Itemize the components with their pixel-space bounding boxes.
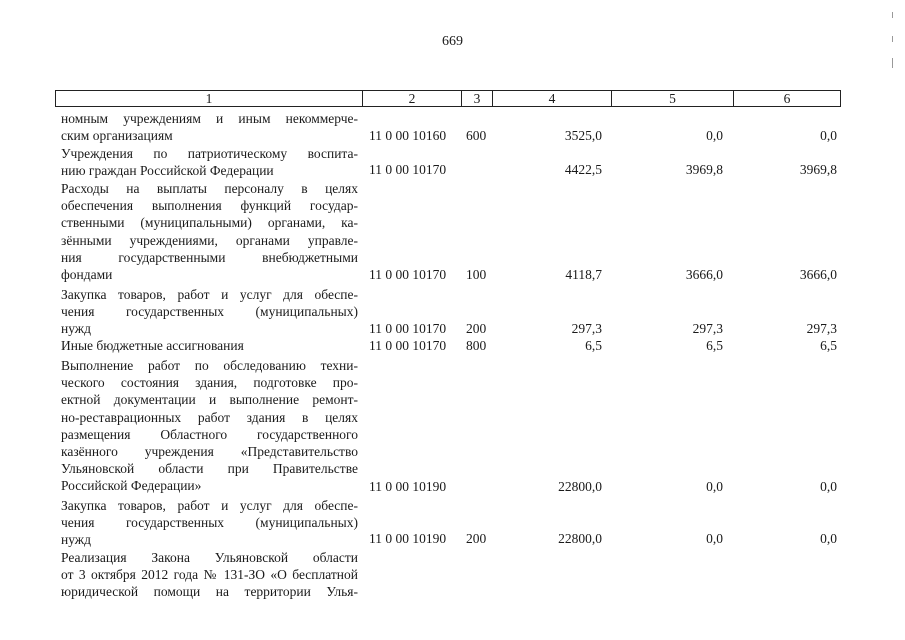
column-header-row — [56, 91, 841, 107]
amount-col-5: 0,0 — [706, 479, 723, 494]
table-row-description — [61, 357, 358, 495]
column-header-4: 4 — [493, 91, 612, 107]
column-header-2: 2 — [363, 91, 462, 107]
description-line: Выполнение работ по обследованию техни- — [61, 358, 358, 373]
description-line: чения государственных (муниципальных) — [61, 515, 358, 531]
description-line: Учреждения по патриотическому воспита- — [61, 146, 358, 161]
description-line: ственными (муниципальными) органами, ка- — [61, 215, 358, 231]
scan-mark — [892, 36, 893, 42]
amount-col-4: 297,3 — [571, 321, 602, 336]
amount-col-6: 0,0 — [820, 128, 837, 143]
amount-col-6: 3969,8 — [799, 162, 837, 177]
budget-code: 11 0 00 10170 — [369, 321, 447, 336]
amount-col-4: 22800,0 — [558, 479, 602, 494]
description-line: ским организациям — [61, 128, 173, 144]
description-line: нужд — [61, 532, 91, 548]
amount-col-5: 297,3 — [692, 321, 723, 336]
amount-col-5: 3969,8 — [685, 162, 723, 177]
description-line: ния государственными внебюджетными — [61, 249, 358, 265]
description-line: Закупка товаров, работ и услуг для обеспе- — [61, 498, 358, 513]
description-line: чения государственных (муниципальных) — [61, 304, 358, 320]
expense-type: 100 — [466, 267, 487, 282]
description-line: ектной документации и выполнение ремонт- — [61, 392, 358, 408]
description-line: размещения Областного государственного — [61, 426, 358, 442]
amount-col-6: 6,5 — [820, 338, 837, 353]
description-line: зёнными учреждениями, органами управле- — [61, 232, 358, 248]
table-row-description — [61, 145, 358, 179]
description-line: нию граждан Российской Федерации — [61, 163, 274, 179]
description-line: номным учреждениям и иным некоммерче- — [61, 111, 358, 126]
table-row-description — [61, 110, 358, 144]
scan-mark — [892, 12, 893, 18]
budget-code: 11 0 00 10170 — [369, 267, 447, 282]
budget-code: 11 0 00 10170 — [369, 162, 447, 177]
expense-type: 600 — [466, 128, 487, 143]
table-row-description — [61, 497, 358, 549]
column-header-3: 3 — [462, 91, 493, 107]
column-header-5: 5 — [612, 91, 734, 107]
amount-col-4: 22800,0 — [558, 531, 602, 546]
description-line: но-реставрационных работ здания в целях — [61, 409, 358, 425]
budget-code: 11 0 00 10190 — [369, 479, 447, 494]
description-line: Закупка товаров, работ и услуг для обеспе- — [61, 287, 358, 302]
page-number: 669 — [442, 34, 463, 49]
description-line: Ульяновской области при Правительстве — [61, 461, 358, 477]
amount-col-6: 297,3 — [806, 321, 837, 336]
expense-type: 200 — [466, 531, 487, 546]
description-line: от 3 октября 2012 года № 131-ЗО «О бесплатной — [61, 567, 358, 583]
column-header-1: 1 — [56, 91, 363, 107]
expense-type: 800 — [466, 338, 487, 353]
table-row-description — [61, 337, 358, 354]
amount-col-5: 6,5 — [706, 338, 723, 353]
table-row-description — [61, 549, 358, 601]
amount-col-4: 6,5 — [585, 338, 602, 353]
amount-col-4: 3525,0 — [564, 128, 602, 143]
amount-col-4: 4118,7 — [565, 267, 602, 282]
expense-type: 200 — [466, 321, 487, 336]
amount-col-6: 3666,0 — [799, 267, 837, 282]
budget-code: 11 0 00 10170 — [369, 338, 447, 353]
description-line: Иные бюджетные ассигнования — [61, 338, 244, 353]
table-row-description — [61, 180, 358, 283]
amount-col-6: 0,0 — [820, 531, 837, 546]
description-line: Реализация Закона Ульяновской области — [61, 550, 358, 565]
description-line: фондами — [61, 267, 113, 283]
description-line: Российской Федерации» — [61, 478, 202, 494]
budget-code: 11 0 00 10160 — [369, 128, 447, 143]
description-line: обеспечения выполнения функций государ- — [61, 198, 358, 214]
amount-col-4: 4422,5 — [564, 162, 602, 177]
budget-code: 11 0 00 10190 — [369, 531, 447, 546]
amount-col-5: 3666,0 — [685, 267, 723, 282]
amount-col-5: 0,0 — [706, 531, 723, 546]
amount-col-6: 0,0 — [820, 479, 837, 494]
description-line: ческого состояния здания, подготовке про- — [61, 375, 358, 391]
scan-mark — [892, 58, 893, 68]
column-header-table — [55, 90, 841, 107]
column-header-6: 6 — [734, 91, 841, 107]
description-line: Расходы на выплаты персоналу в целях — [61, 181, 358, 196]
description-line: нужд — [61, 321, 91, 337]
table-row-description — [61, 286, 358, 338]
amount-col-5: 0,0 — [706, 128, 723, 143]
description-line: казённого учреждения «Представительство — [61, 444, 358, 460]
description-line: юридической помощи на территории Улья- — [61, 584, 358, 600]
